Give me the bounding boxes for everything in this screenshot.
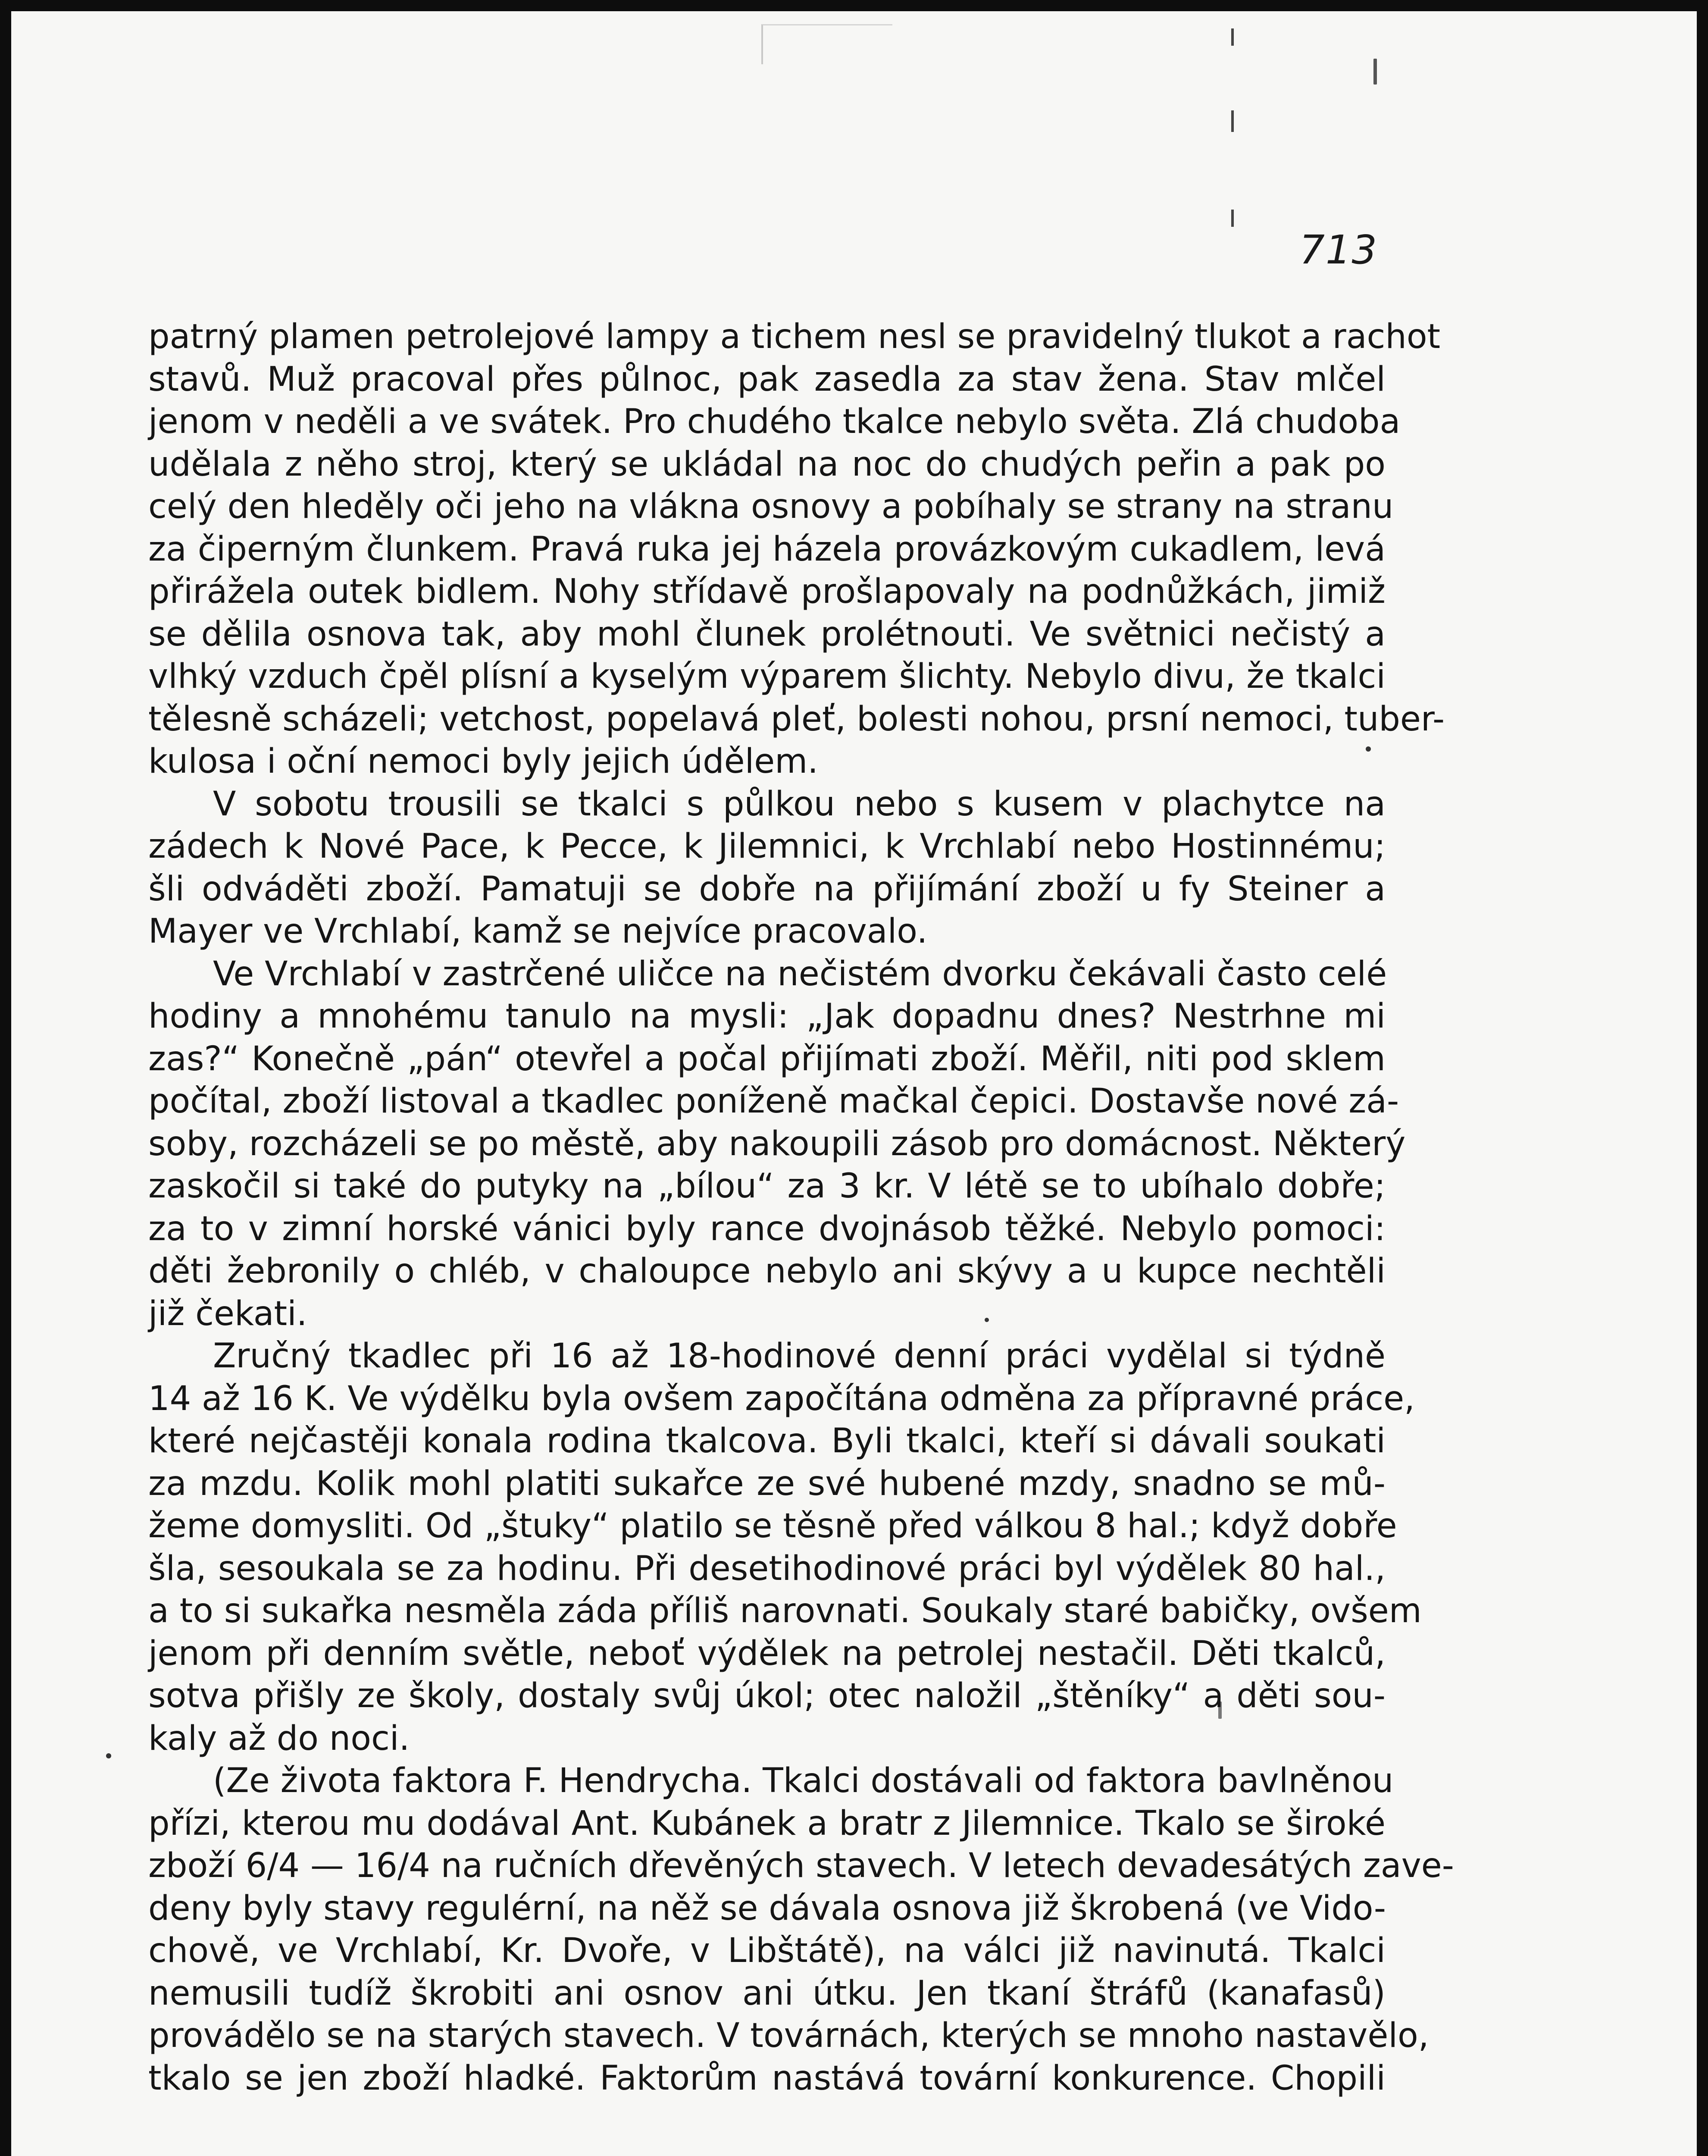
text-line: chově, ve Vrchlabí, Kr. Dvoře, v Libštátě), na válci již navinutá. Tkalci [148,1931,1386,1970]
text-line: patrný plamen petrolejové lampy a tichem nesl se pravidelný tlukot a rachot [148,317,1441,356]
text-line: V sobotu trousili se tkalci s půlkou nebo s kusem v plachytce na [213,784,1386,824]
paragraph-4 [148,1335,1422,1760]
text-line: žeme domysliti. Od „štuky“ platilo se těsně před válkou 8 hal.; když dobře [148,1507,1397,1545]
text-line: deny byly stavy regulérní, na něž se dávala osnova již škrobená (ve Vido- [148,1889,1386,1928]
text-line: přirážela outek bidlem. Nohy střídavě prošlapovaly na podnůžkách, jimiž [148,572,1386,611]
text-line: tkalo se jen zboží hladké. Faktorům nastává tovární konkurence. Chopili [148,2059,1386,2098]
text-line: stavů. Muž pracoval přes půlnoc, pak zasedla za stav žena. Stav mlčel [148,360,1386,399]
text-line: Zručný tkadlec při 16 až 18-hodinové denní práci vydělal si týdně [213,1337,1386,1376]
text-line: zas?“ Konečně „pán“ otevřel a počal přijímati zboží. Měřil, niti pod sklem [148,1039,1386,1078]
text-line: nemusili tudíž škrobiti ani osnov ani útku. Jen tkaní štráfů (kanafasů) [148,1974,1386,2013]
text-line: vlhký vzduch čpěl plísní a kyselým výparem šlichty. Nebylo divu, že tkalci [148,657,1386,696]
body-text [148,316,1454,2100]
text-line: děti žebronily o chléb, v chaloupce nebylo ani skývy a u kupce nechtěli [148,1252,1386,1291]
edge-mark [1231,210,1234,227]
paragraph-5 [148,1760,1454,2100]
page-sheet [11,11,1697,2156]
text-line: šli odváděti zboží. Pamatuji se dobře na přijímání zboží u fy Steiner a [148,869,1386,909]
text-line: udělala z něho stroj, který se ukládal na noc do chudých peřin a pak po [148,445,1386,484]
paragraph-2 [148,783,1386,953]
text-line: zaskočil si také do putyky na „bílou“ za 3 kr. V létě se to ubíhalo dobře; [148,1167,1386,1206]
text-line: soby, rozcházeli se po městě, aby nakoupili zásob pro domácnost. Některý [148,1124,1406,1163]
page-number: 713 [1299,227,1378,273]
scan-speck [106,1753,111,1758]
text-line: za mzdu. Kolik mohl platiti sukařce ze své hubené mzdy, snadno se mů- [148,1464,1386,1503]
text-line: počítal, zboží listoval a tkadlec poníženě mačkal čepici. Dostavše nové zá- [148,1082,1399,1121]
text-line: které nejčastěji konala rodina tkalcova. Byli tkalci, kteří si dávali soukati [148,1422,1386,1460]
text-line: sotva přišly ze školy, dostaly svůj úkol; otec naložil „štěníky“ a děti sou- [148,1677,1386,1715]
text-line: a to si sukařka nesměla záda příliš narovnati. Soukaly staré babičky, ovšem [148,1592,1422,1630]
text-line: již čekati. [148,1294,307,1333]
text-line: zádech k Nové Pace, k Pecce, k Jilemnici, k Vrchlabí nebo Hostinnému; [148,827,1386,866]
edge-mark [1231,28,1234,46]
text-line: (Ze života faktora F. Hendrycha. Tkalci dostávali od faktora bavlněnou [213,1761,1394,1800]
text-line: šla, sesoukala se za hodinu. Při desetihodinové práci byl výdělek 80 hal., [148,1549,1386,1588]
edge-mark [1231,110,1234,132]
text-line: za čiperným člunkem. Pravá ruka jej házela provázkovým cukadlem, levá [148,530,1386,569]
text-line: Mayer ve Vrchlabí, kamž se nejvíce pracovalo. [148,912,928,951]
text-line: za to v zimní horské vánici byly rance dvojnásob těžké. Nebylo pomoci: [148,1209,1386,1248]
text-line: se dělila osnova tak, aby mohl člunek prolétnouti. Ve světnici nečistý a [148,614,1386,654]
text-line: hodiny a mnohému tanulo na mysli: „Jak dopadnu dnes? Nestrhne mi [148,997,1386,1036]
scan-smudge [761,24,892,64]
text-line: 14 až 16 K. Ve výdělku byla ovšem započítána odměna za přípravné práce, [148,1379,1415,1418]
text-line: přízi, kterou mu dodával Ant. Kubánek a bratr z Jilemnice. Tkalo se široké [148,1804,1386,1843]
text-line: jenom v neděli a ve svátek. Pro chudého tkalce nebylo světa. Zlá chudoba [148,402,1401,441]
text-line: provádělo se na starých stavech. V továrnách, kterých se mnoho nastavělo, [148,2016,1429,2055]
paragraph-3 [148,953,1406,1335]
text-line: Ve Vrchlabí v zastrčené uličce na nečistém dvorku čekávali často celé [213,954,1387,993]
text-line: kaly až do noci. [148,1719,410,1758]
text-line: zboží 6/4 — 16/4 na ručních dřevěných stavech. V letech devadesátých zave- [148,1846,1454,1885]
scan-speck [1373,59,1377,85]
text-line: kulosa i oční nemoci byly jejich údělem. [148,742,819,781]
text-line: jenom při denním světle, neboť výdělek na petrolej nestačil. Děti tkalců, [148,1634,1386,1673]
text-line: celý den hleděly oči jeho na vlákna osnovy a pobíhaly se strany na stranu [148,487,1394,526]
text-line: tělesně scházeli; vetchost, popelavá pleť, bolesti nohou, prsní nemoci, tuber- [148,699,1445,739]
paragraph-1 [148,316,1445,783]
